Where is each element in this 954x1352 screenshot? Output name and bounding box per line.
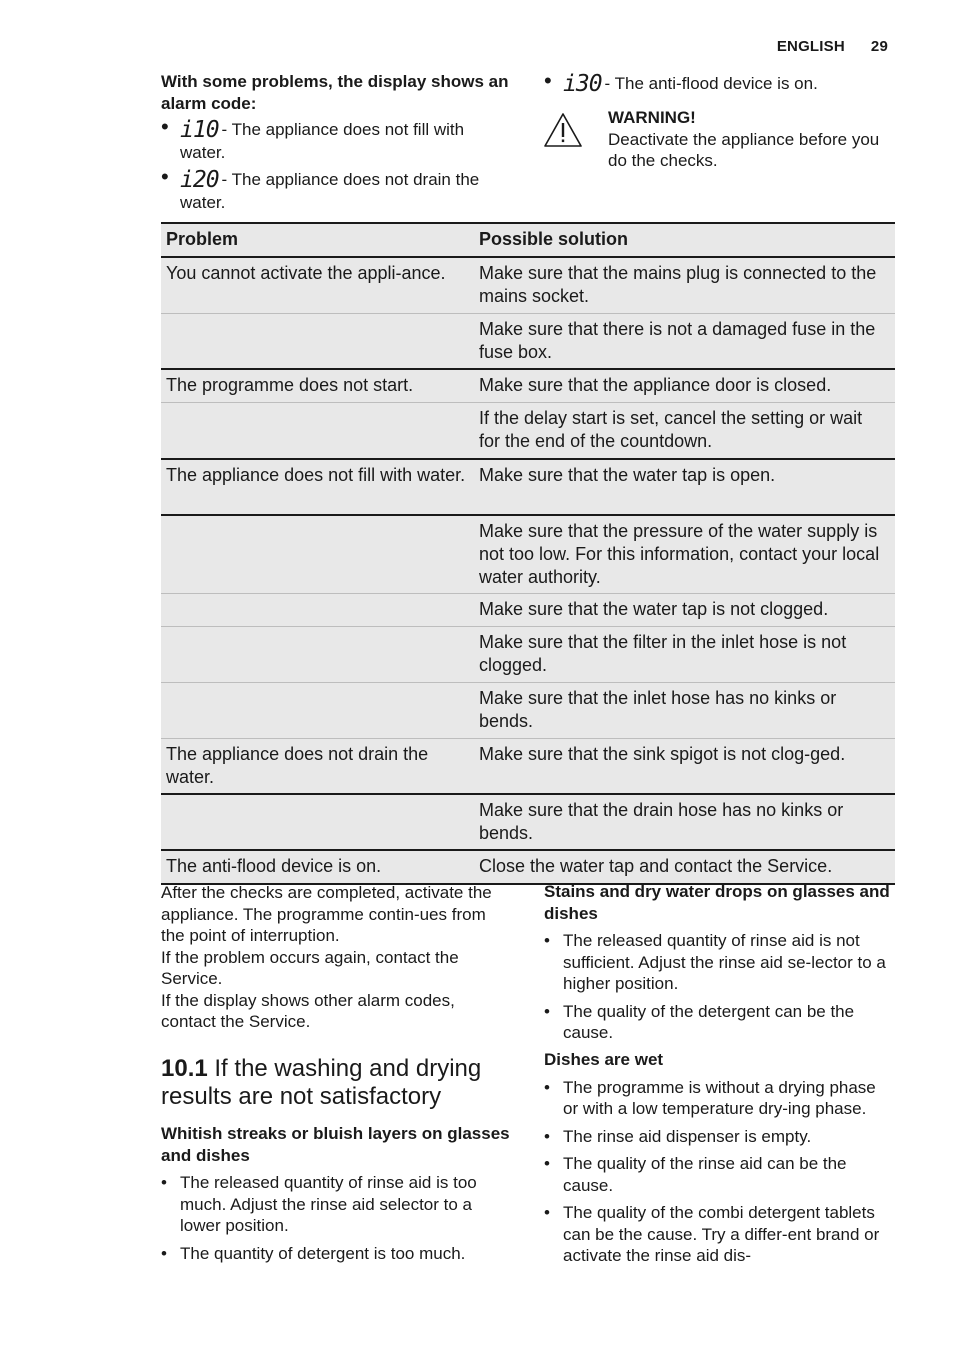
problem-cell [161,795,475,849]
solution-cell: Make sure that the mains plug is connected to the mains socket. [479,263,877,306]
alarm-text: - The anti-flood device is on. [604,74,818,93]
solution-cell: Make sure that the water tap is not clogged. [479,599,829,619]
table-row [161,516,895,594]
problem-cell [161,403,475,458]
wet-block [544,1049,894,1267]
table-row [161,258,895,314]
table-row [161,851,895,885]
alarm-text: - The appliance does not drain the water. [180,170,480,212]
table-row [161,739,895,795]
problem-cell: The programme does not start. [166,375,414,395]
table-row [161,370,895,403]
solution-cell: Close the water tap and contact the Service. [479,856,833,876]
solution-cell: Make sure that the pressure of the water supply is not too low. For this information, contact your local water authority. [479,521,880,587]
solution-cell: Make sure that the appliance door is closed. [479,375,832,395]
solution-cell: Make sure that the inlet hose has no kinks or bends. [479,688,837,731]
alarm-text: - The appliance does not fill with water. [180,120,465,162]
list-item: • The released quantity of rinse aid is too much. Adjust the rinse aid selector to a lower position. [161,1172,517,1237]
table-header-solution: Possible solution [479,229,629,249]
warning-text: Deactivate the appliance before you do the checks. [608,129,880,170]
list-item: • The quality of the combi detergent tablets can be the cause. Try a differ-ent brand or activate the rinse aid dis- [544,1202,894,1267]
problem-cell [161,594,475,626]
list-item: • The quality of the rinse aid can be the cause. [544,1153,894,1196]
table-header-problem: Problem [166,229,239,249]
problem-cell [161,314,475,368]
subheading: Whitish streaks or bluish layers on glasses and dishes [161,1124,510,1165]
solution-cell: If the delay start is set, cancel the setting or wait for the end of the countdown. [479,408,863,451]
alarm-code: i30 [563,71,602,97]
solution-cell: Make sure that the water tap is open. [479,465,776,485]
alarm-section [161,71,511,213]
list-item: • The quality of the detergent can be the cause. [544,1001,894,1044]
whitish-block [161,1123,517,1264]
table-header-row [161,224,895,258]
stains-block [544,881,894,1044]
warning-title: WARNING! [608,108,696,127]
section-title: If the washing and drying results are not satisfactory [161,1055,482,1110]
table-row [161,795,895,851]
solution-cell: Make sure that there is not a damaged fuse in the fuse box. [479,319,876,362]
table-row [161,403,895,460]
subheading: Stains and dry water drops on glasses and dishes [544,882,890,923]
table-row [161,627,895,683]
table-row [161,314,895,370]
subheading: Dishes are wet [544,1050,664,1069]
problem-cell: The appliance does not drain the water. [166,744,429,787]
list-item: • The rinse aid dispenser is empty. [544,1126,894,1148]
list-item: • The quantity of detergent is too much. [161,1243,517,1265]
paragraph: If the problem occurs again, contact the Service. [161,947,459,988]
solution-cell: Make sure that the drain hose has no kinks or bends. [479,800,844,843]
warning-block [608,107,898,172]
solution-cell: Make sure that the sink spigot is not clog-ged. [479,744,846,764]
page-number: 29 [870,38,888,55]
problem-cell [161,516,475,593]
alarm-intro: With some problems, the display shows an alarm code: [161,72,509,113]
alarm-item [544,73,894,96]
section-number: 10.1 [161,1055,208,1082]
alarm-section-right [544,73,894,96]
paragraph: If the display shows other alarm codes, contact the Service. [161,990,455,1031]
solution-cell: Make sure that the filter in the inlet hose is not clogged. [479,632,847,675]
table-row [161,460,895,516]
after-checks [161,882,513,1033]
warning-icon [543,112,583,148]
alarm-item [161,119,511,163]
page-header [777,38,888,55]
problem-cell: The anti-flood device is on. [166,856,382,876]
list-item: • The programme is without a drying phase or with a low temperature dry-ing phase. [544,1077,894,1120]
problem-cell [161,627,475,682]
problem-cell: You cannot activate the appli-ance. [166,263,446,283]
problem-cell: The appliance does not fill with water. [166,465,466,485]
alarm-item [161,169,511,213]
table-row [161,594,895,627]
alarm-code: i20 [180,167,219,193]
problem-cell [161,683,475,738]
language-label: ENGLISH [776,38,845,55]
list-item: • The released quantity of rinse aid is not sufficient. Adjust the rinse aid se-lector to a higher position. [544,930,894,995]
section-heading [161,1055,531,1111]
paragraph: After the checks are completed, activate the appliance. The programme contin-ues from the point of interruption. [161,883,492,945]
alarm-code: i10 [180,117,219,143]
troubleshooting-table [161,222,895,885]
table-row [161,683,895,739]
